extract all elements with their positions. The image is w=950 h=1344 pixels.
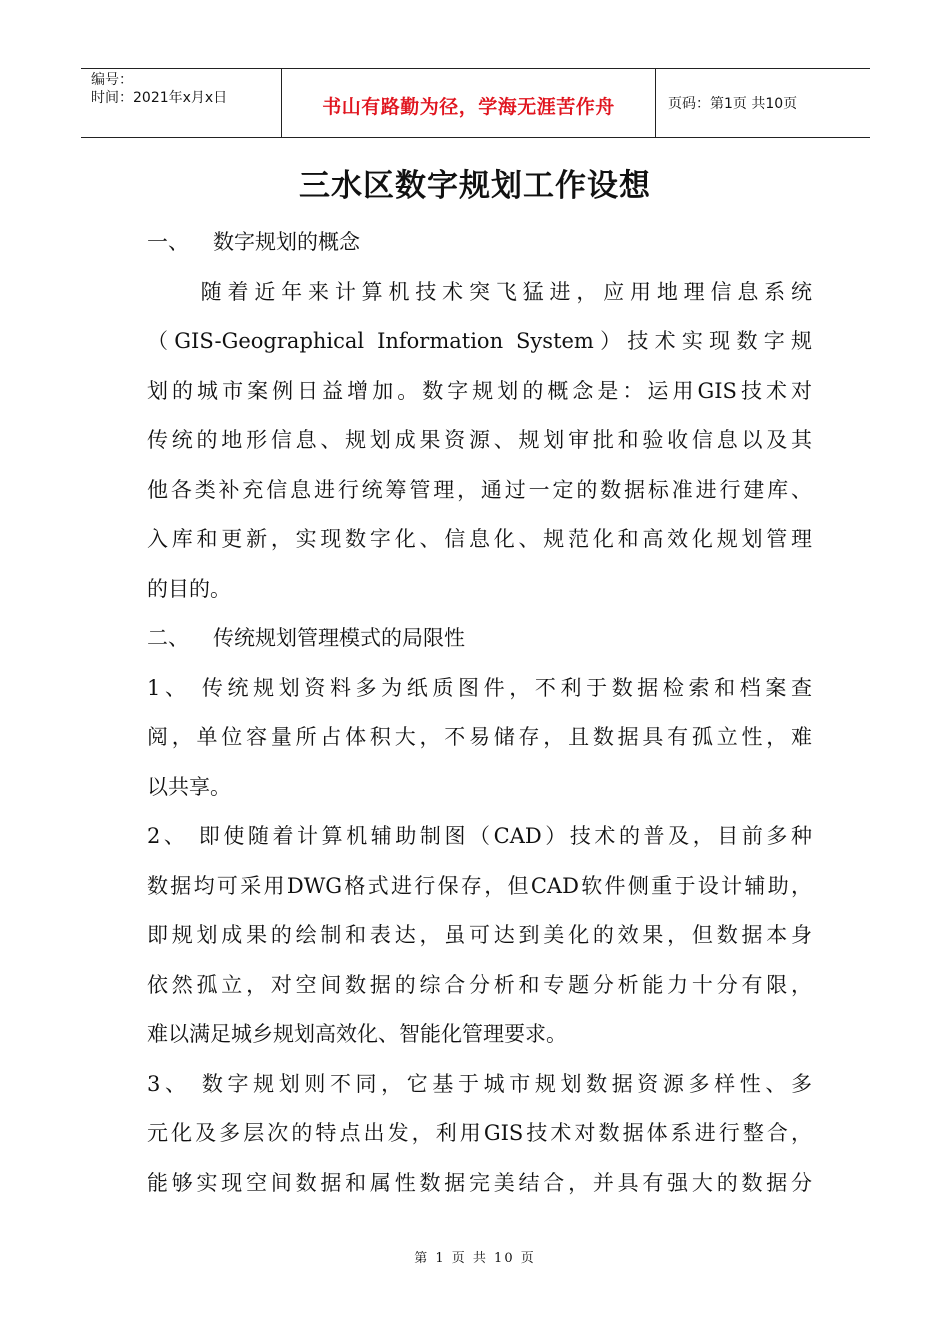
section-title: 传统规划管理模式的局限性 xyxy=(213,626,465,650)
motto: 书山有路勤为径，学海无涯苦作舟 xyxy=(322,95,615,118)
number-label: 编号： xyxy=(91,72,133,88)
paragraph-line: 划的城市案例日益增加。数字规划的概念是：运用GIS技术对 xyxy=(147,378,812,403)
paragraph-line: （GIS-Geographical Information System）技术实现数字规 xyxy=(147,329,812,353)
section-heading-1 xyxy=(147,218,812,268)
paragraph-line: 3、 数字规划则不同，它基于城市规划数据资源多样性、多 xyxy=(147,1071,812,1096)
paragraph-line: 即规划成果的绘制和表达，虽可达到美化的效果，但数据本身 xyxy=(147,923,812,947)
paragraph-line: 数据均可采用DWG格式进行保存，但CAD软件侧重于设计辅助， xyxy=(147,873,812,898)
paragraph-line: 以共享。 xyxy=(147,774,231,799)
section-heading-2 xyxy=(147,614,812,664)
paragraph-line: 依然孤立，对空间数据的综合分析和专题分析能力十分有限， xyxy=(147,972,812,997)
page-footer: 第 1 页 共 10 页 xyxy=(414,1251,536,1266)
header-motto-cell xyxy=(282,69,656,137)
section-number: 一、 xyxy=(147,230,189,254)
time-label: 时间：2021年x月x日 xyxy=(91,90,228,106)
header-page-info xyxy=(656,69,870,137)
document-title: 三水区数字规划工作设想 xyxy=(299,168,651,204)
paragraph-line: 他各类补充信息进行统筹管理，通过一定的数据标准进行建库、 xyxy=(147,477,812,502)
paragraph-line: 元化及多层次的特点出发，利用GIS技术对数据体系进行整合， xyxy=(147,1121,812,1145)
paragraph-line: 阅，单位容量所占体积大，不易储存，且数据具有孤立性，难 xyxy=(147,725,812,749)
section-title: 数字规划的概念 xyxy=(213,230,360,254)
document-body xyxy=(147,218,812,1208)
paragraph-line: 2、 即使随着计算机辅助制图（CAD）技术的普及，目前多种 xyxy=(147,824,812,848)
paragraph-line: 能够实现空间数据和属性数据完美结合，并具有强大的数据分 xyxy=(147,1170,812,1195)
paragraph-line: 1、 传统规划资料多为纸质图件，不利于数据检索和档案查 xyxy=(147,675,812,700)
paragraph-line: 的目的。 xyxy=(147,576,231,601)
paragraph-line: 传统的地形信息、规划成果资源、规划审批和验收信息以及其 xyxy=(147,428,812,452)
section-number: 二、 xyxy=(147,626,189,650)
page-info: 页码：第1页 共10页 xyxy=(668,96,798,112)
header-table xyxy=(81,68,870,138)
paragraph-line: 随着近年来计算机技术突飞猛进，应用地理信息系统 xyxy=(147,279,812,304)
paragraph-line: 入库和更新，实现数字化、信息化、规范化和高效化规划管理 xyxy=(147,527,812,551)
paragraph-line: 难以满足城乡规划高效化、智能化管理要求。 xyxy=(147,1022,567,1046)
header-meta xyxy=(81,69,282,137)
